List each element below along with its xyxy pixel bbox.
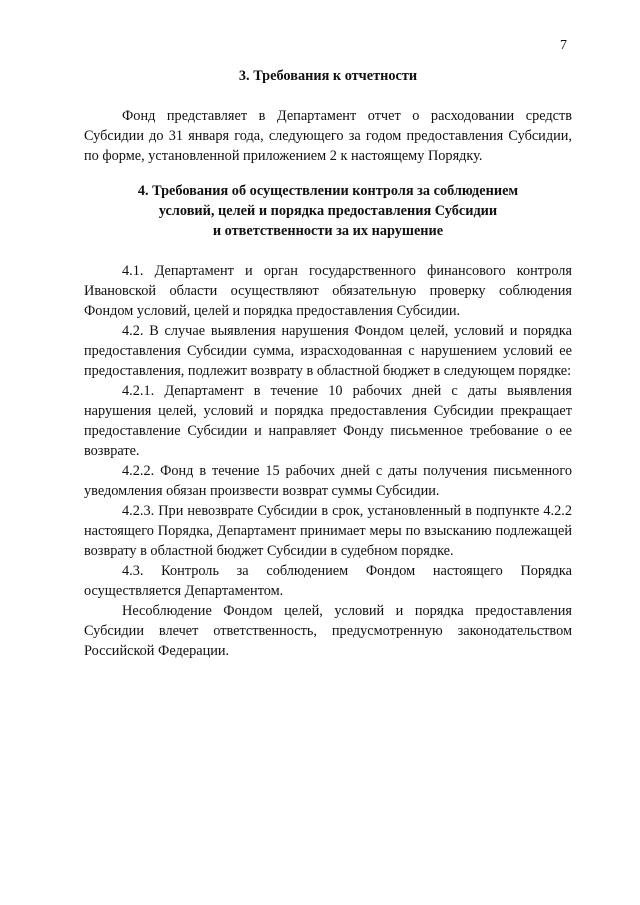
paragraph-4-2-1: 4.2.1. Департамент в течение 10 рабочих дней с даты выявления нарушения целей, условий и порядка предоставления Субсидии прекращает предоставление Субсидии и направляет Фонду письменное требование о ее возврате. <box>84 383 572 459</box>
document-body <box>84 66 572 661</box>
paragraph-4-3: 4.3. Контроль за соблюдением Фондом настоящего Порядка осуществляется Департаментом. <box>84 563 572 599</box>
page-number: 7 <box>560 38 567 53</box>
paragraph-4-2: 4.2. В случае выявления нарушения Фондом целей, условий и порядка предоставления Субсидии сумма, израсходованная с нарушением условий ее предоставления, подлежит возврату в областной бюджет в следующем порядке: <box>84 323 572 379</box>
paragraph-liability: Несоблюдение Фондом целей, условий и порядка предоставления Субсидии влечет ответственность, предусмотренную законодательством Российской Федерации. <box>84 603 572 659</box>
section-4-title: 4. Требования об осуществлении контроля за соблюдением условий, целей и порядка предоставления Субсидии и ответственности за их нарушение <box>137 183 519 239</box>
section-3-title: 3. Требования к отчетности <box>238 68 418 84</box>
paragraph-4-1: 4.1. Департамент и орган государственного финансового контроля Ивановской области осуществляют обязательную проверку соблюдения Фондом условий, целей и порядка предоставления Субсидии. <box>84 263 572 319</box>
paragraph-4-2-2: 4.2.2. Фонд в течение 15 рабочих дней с даты получения письменного уведомления обязан произвести возврат суммы Субсидии. <box>84 463 572 499</box>
section-3-paragraph: Фонд представляет в Департамент отчет о расходовании средств Субсидии до 31 января года, следующего за годом предоставления Субсидии, по форме, установленной приложением 2 к настоящему Порядку. <box>84 108 572 164</box>
paragraph-4-2-3: 4.2.3. При невозврате Субсидии в срок, установленный в подпункте 4.2.2 настоящего Порядка, Департамент принимает меры по взысканию подлежащей возврату в областной бюджет Субсидии в судебном порядке. <box>84 503 572 559</box>
